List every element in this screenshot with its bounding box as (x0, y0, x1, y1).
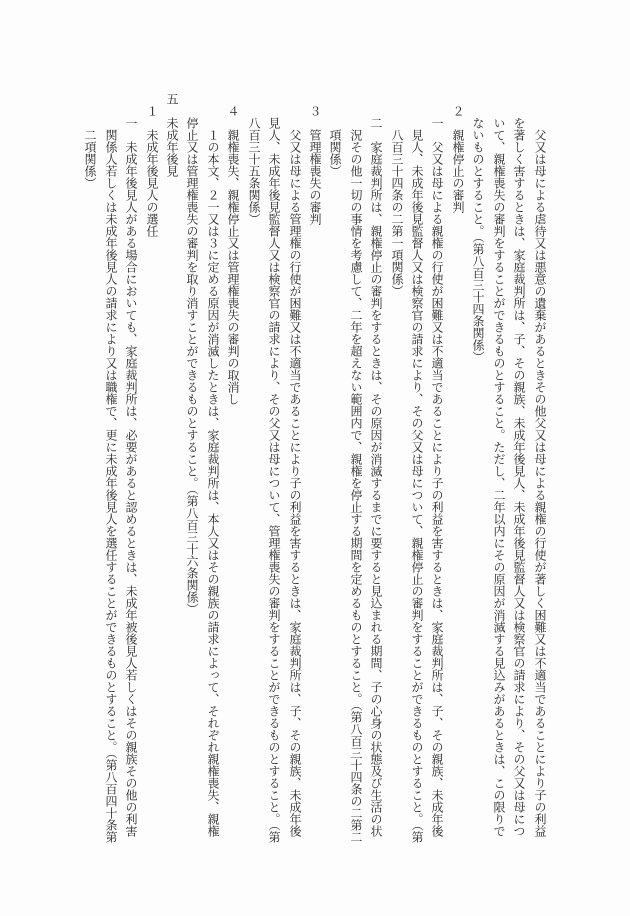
section-2-item-2-line: 況その他一切の事情を考慮して、二年を超えない範囲内で、親権を停止する期間を定めるものとすること。（第八百三十四条の二第二 (349, 129, 363, 843)
section-4-paragraph-line: 停止又は管理権喪失の審判を取り消すことができるものとすること。（第八百三十六条関係） (185, 117, 199, 615)
section-2-item-1-line: 八百三十四条の二第一項関係） (390, 129, 404, 297)
section-2-number: ２ (451, 105, 465, 117)
chapter-5-section-1-heading: 未成年後見人の選任 (145, 129, 159, 237)
chapter-5-item-1-marker: 一 (124, 117, 138, 129)
section-1-paragraph-line: ないものとすること。（第八百三十四条関係） (471, 117, 485, 363)
section-3-number: ３ (308, 105, 322, 117)
section-3-paragraph-line: 見人、未成年後見監督人又は検察官の請求により、その父又は母について、管理権喪失の審判をすることができるものとすること。（第 (267, 117, 281, 843)
chapter-5-item-1-line: 関係人若しくは未成年後見人の請求により又は職権で、更に未成年後見人を選任することができるものとすること。（第八百四十条第 (104, 129, 118, 843)
chapter-5-item-1-line: 未成年後見人がある場合においても、家庭裁判所は、必要があると認めるときは、未成年被後見人若しくはその親族その他の利害 (124, 141, 138, 837)
section-2-item-1-line: 見人、未成年後見監督人又は検察官の請求により、その父又は母について、親権停止の審判をすることができるものとすること。（第 (410, 129, 424, 843)
section-2-item-2-marker: 二 (369, 117, 383, 129)
section-4-paragraph-line: １の本文、２一又は３に定める原因が消滅したときは、家庭裁判所は、本人又はその親族の請求によって、それぞれ親権喪失、親権 (206, 129, 220, 837)
section-2-item-1-line: 父又は母による親権の行使が困難又は不適当であることにより子の利益を害するときは、家庭裁判所は、子、その親族、未成年後 (430, 141, 444, 837)
section-4-heading: 親権喪失、親権停止又は管理権喪失の審判の取消し (226, 129, 240, 405)
chapter-5-item-1-line: 二項関係） (83, 129, 97, 189)
section-4-number: ４ (226, 105, 240, 117)
section-2-heading: 親権停止の審判 (451, 129, 465, 213)
section-2-item-1-marker: 一 (430, 117, 444, 129)
section-2-item-2-line: 項関係） (328, 129, 342, 177)
section-1-paragraph-line: 父又は母による虐待又は悪意の遺棄があるときその他父又は母による親権の行使が著しく困難又は不適当であることにより子の利益 (533, 129, 547, 837)
section-1-paragraph-line: を著しく害するときは、家庭裁判所は、子、その親族、未成年後見人、未成年後見監督人又は検察官の請求により、その父又は母につ (512, 117, 526, 837)
section-2-item-2-line: 家庭裁判所は、親権停止の審判をするときは、その原因が消滅するまでに要すると見込まれる期間、子の心身の状態及び生活の状 (369, 141, 383, 837)
section-3-paragraph-line: 父又は母による管理権の行使が困難又は不適当であることにより子の利益を害するときは、家庭裁判所は、子、その親族、未成年後 (288, 129, 302, 837)
chapter-5-title: 未成年後見 (165, 117, 179, 177)
section-3-paragraph-line: 八百三十五条関係） (247, 117, 261, 225)
section-1-paragraph-line: いて、親権喪失の審判をすることができるものとすること。ただし、二年以内にその原因が消滅する見込みがあるときは、この限りで (492, 117, 506, 837)
section-3-heading: 管理権喪失の審判 (308, 129, 322, 225)
chapter-5-number: 五 (165, 93, 179, 105)
chapter-5-section-1-number: １ (145, 105, 159, 117)
